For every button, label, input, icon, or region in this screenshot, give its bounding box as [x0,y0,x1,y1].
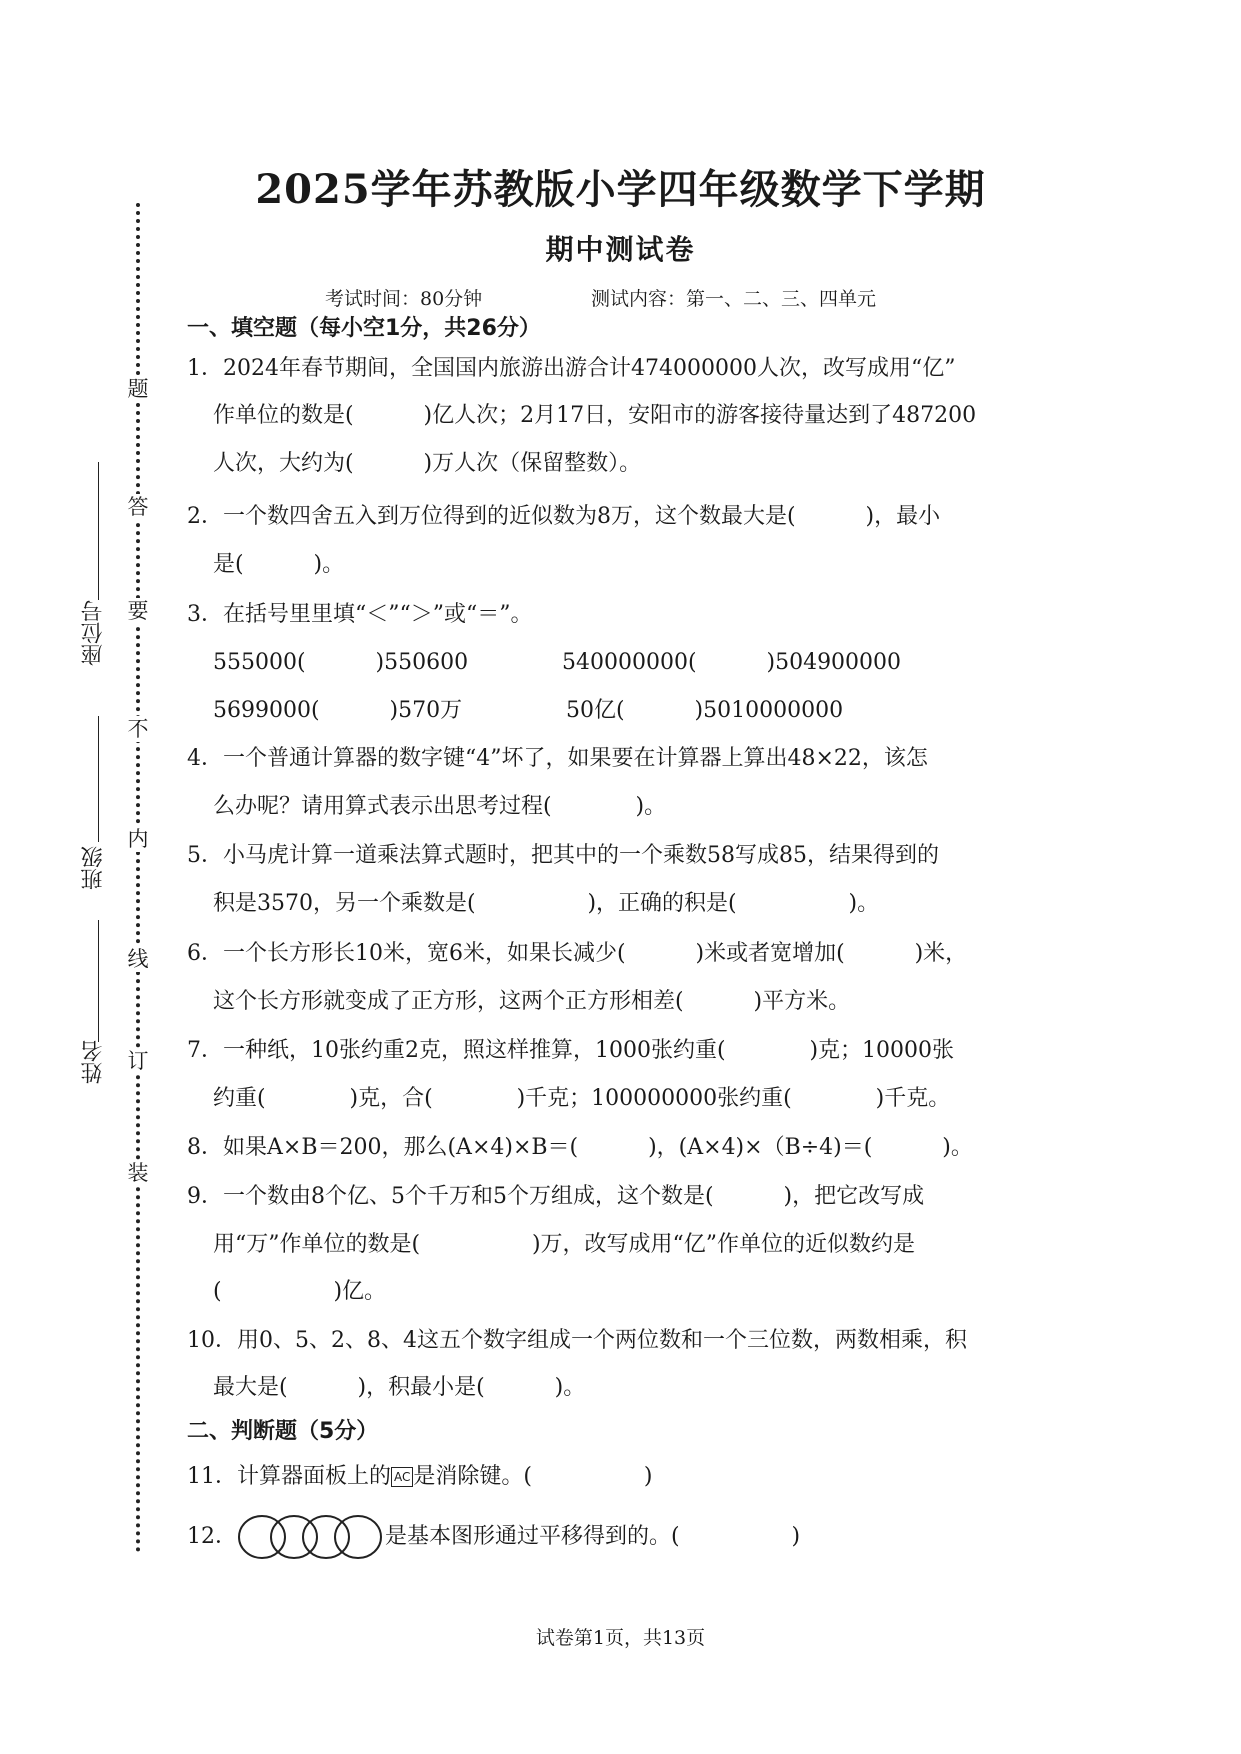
section-fill-blank-heading: 一、填空题（每小空1分，共26分） [187,316,541,341]
margin-char-da: 答 [127,495,149,519]
margin-char-nei: 内 [127,827,149,851]
margin-char-zhuang: 装 [127,1161,149,1185]
question-3-compare-b: 540000000( )504900000 [562,650,902,675]
question-1-line-1: 1．2024年春节期间，全国国内旅游出游合计474000000人次，改写成用“亿” [187,356,956,381]
question-3-compare-d: 50亿( )5010000000 [566,698,844,723]
question-2-line-1: 2．一个数四舍五入到万位得到的近似数为8万，这个数最大是( )，最小 [187,504,941,529]
margin-char-ding: 订 [127,1049,149,1073]
question-11-text-after: 是消除键。( ) [413,1464,653,1489]
margin-char-ti: 题 [127,377,149,401]
question-7-line-1: 7．一种纸，10张约重2克，照这样推算，1000张约重( )克；10000张 [187,1038,955,1063]
margin-char-xian: 线 [127,947,149,971]
question-5-line-2: 积是3570，另一个乘数是( )，正确的积是( )。 [213,891,880,916]
name-label: 姓名 [81,1040,106,1084]
question-3-compare-c: 5699000( )570万 [213,698,463,723]
question-1-line-2: 作单位的数是( )亿人次；2月17日，安阳市的游客接待量达到了487200 [213,403,977,428]
question-10-line-1: 10．用0、5、2、8、4这五个数字组成一个两位数和一个三位数，两数相乘，积 [187,1328,967,1353]
question-9-line-3: ( )亿。 [213,1279,387,1304]
question-4-line-2: 么办呢？请用算式表示出思考过程( )。 [213,794,667,819]
question-6-line-1: 6．一个长方形长10米，宽6米，如果长减少( )米或者宽增加( )米， [187,941,968,966]
question-2-line-2: 是( )。 [213,552,345,577]
question-12 [187,1513,800,1561]
class-line[interactable] [98,716,99,842]
seat-number-line[interactable] [98,462,99,600]
question-12-text: 是基本图形通过平移得到的。( ) [385,1524,801,1549]
question-6-line-2: 这个长方形就变成了正方形，这两个正方形相差( )平方米。 [213,989,851,1014]
question-3-line-1: 3．在括号里里填“＜”“＞”或“＝”。 [187,602,533,627]
question-7-line-2: 约重( )克，合( )千克；100000000张约重( )千克。 [213,1086,951,1111]
question-11 [187,1462,652,1492]
binding-dotted-line [136,203,140,1553]
exam-subtitle: 期中测试卷 [545,233,696,266]
question-3-compare-a: 555000( )550600 [213,650,469,675]
name-line[interactable] [98,920,99,1042]
question-9-line-2: 用“万”作单位的数是( )万，改写成用“亿”作单位的近似数约是 [213,1232,916,1257]
four-rings-figure-icon [237,1513,385,1561]
question-12-number: 12． [187,1524,237,1549]
question-10-line-2: 最大是( )，积最小是( )。 [213,1375,586,1400]
margin-char-bu: 不 [127,717,149,741]
section-judge-heading: 二、判断题（5分） [187,1419,379,1444]
question-4-line-1: 4．一个普通计算器的数字键“4”坏了，如果要在计算器上算出48×22，该怎 [187,746,928,771]
ac-key-icon: AC [391,1467,413,1487]
question-5-line-1: 5．小马虎计算一道乘法算式题时，把其中的一个乘数58写成85，结果得到的 [187,843,939,868]
exam-content: 测试内容：第一、二、三、四单元 [591,288,877,310]
margin-char-yao: 要 [127,599,149,623]
class-label: 班级 [81,846,106,890]
page-footer: 试卷第1页，共13页 [535,1627,706,1649]
exam-title: 2025学年苏教版小学四年级数学下学期 [255,166,986,213]
question-8-line-1: 8．如果A×B＝200，那么(A×4)×B＝( )，(A×4)×（B÷4)＝( )。 [187,1135,973,1160]
exam-time: 考试时间：80分钟 [325,288,483,310]
question-11-text-before: 11．计算器面板上的 [187,1464,391,1489]
question-1-line-3: 人次，大约为( )万人次（保留整数）。 [213,451,642,476]
seat-number-label: 座位号 [81,600,106,666]
question-9-line-1: 9．一个数由8个亿、5个千万和5个万组成，这个数是( )，把它改写成 [187,1184,925,1209]
